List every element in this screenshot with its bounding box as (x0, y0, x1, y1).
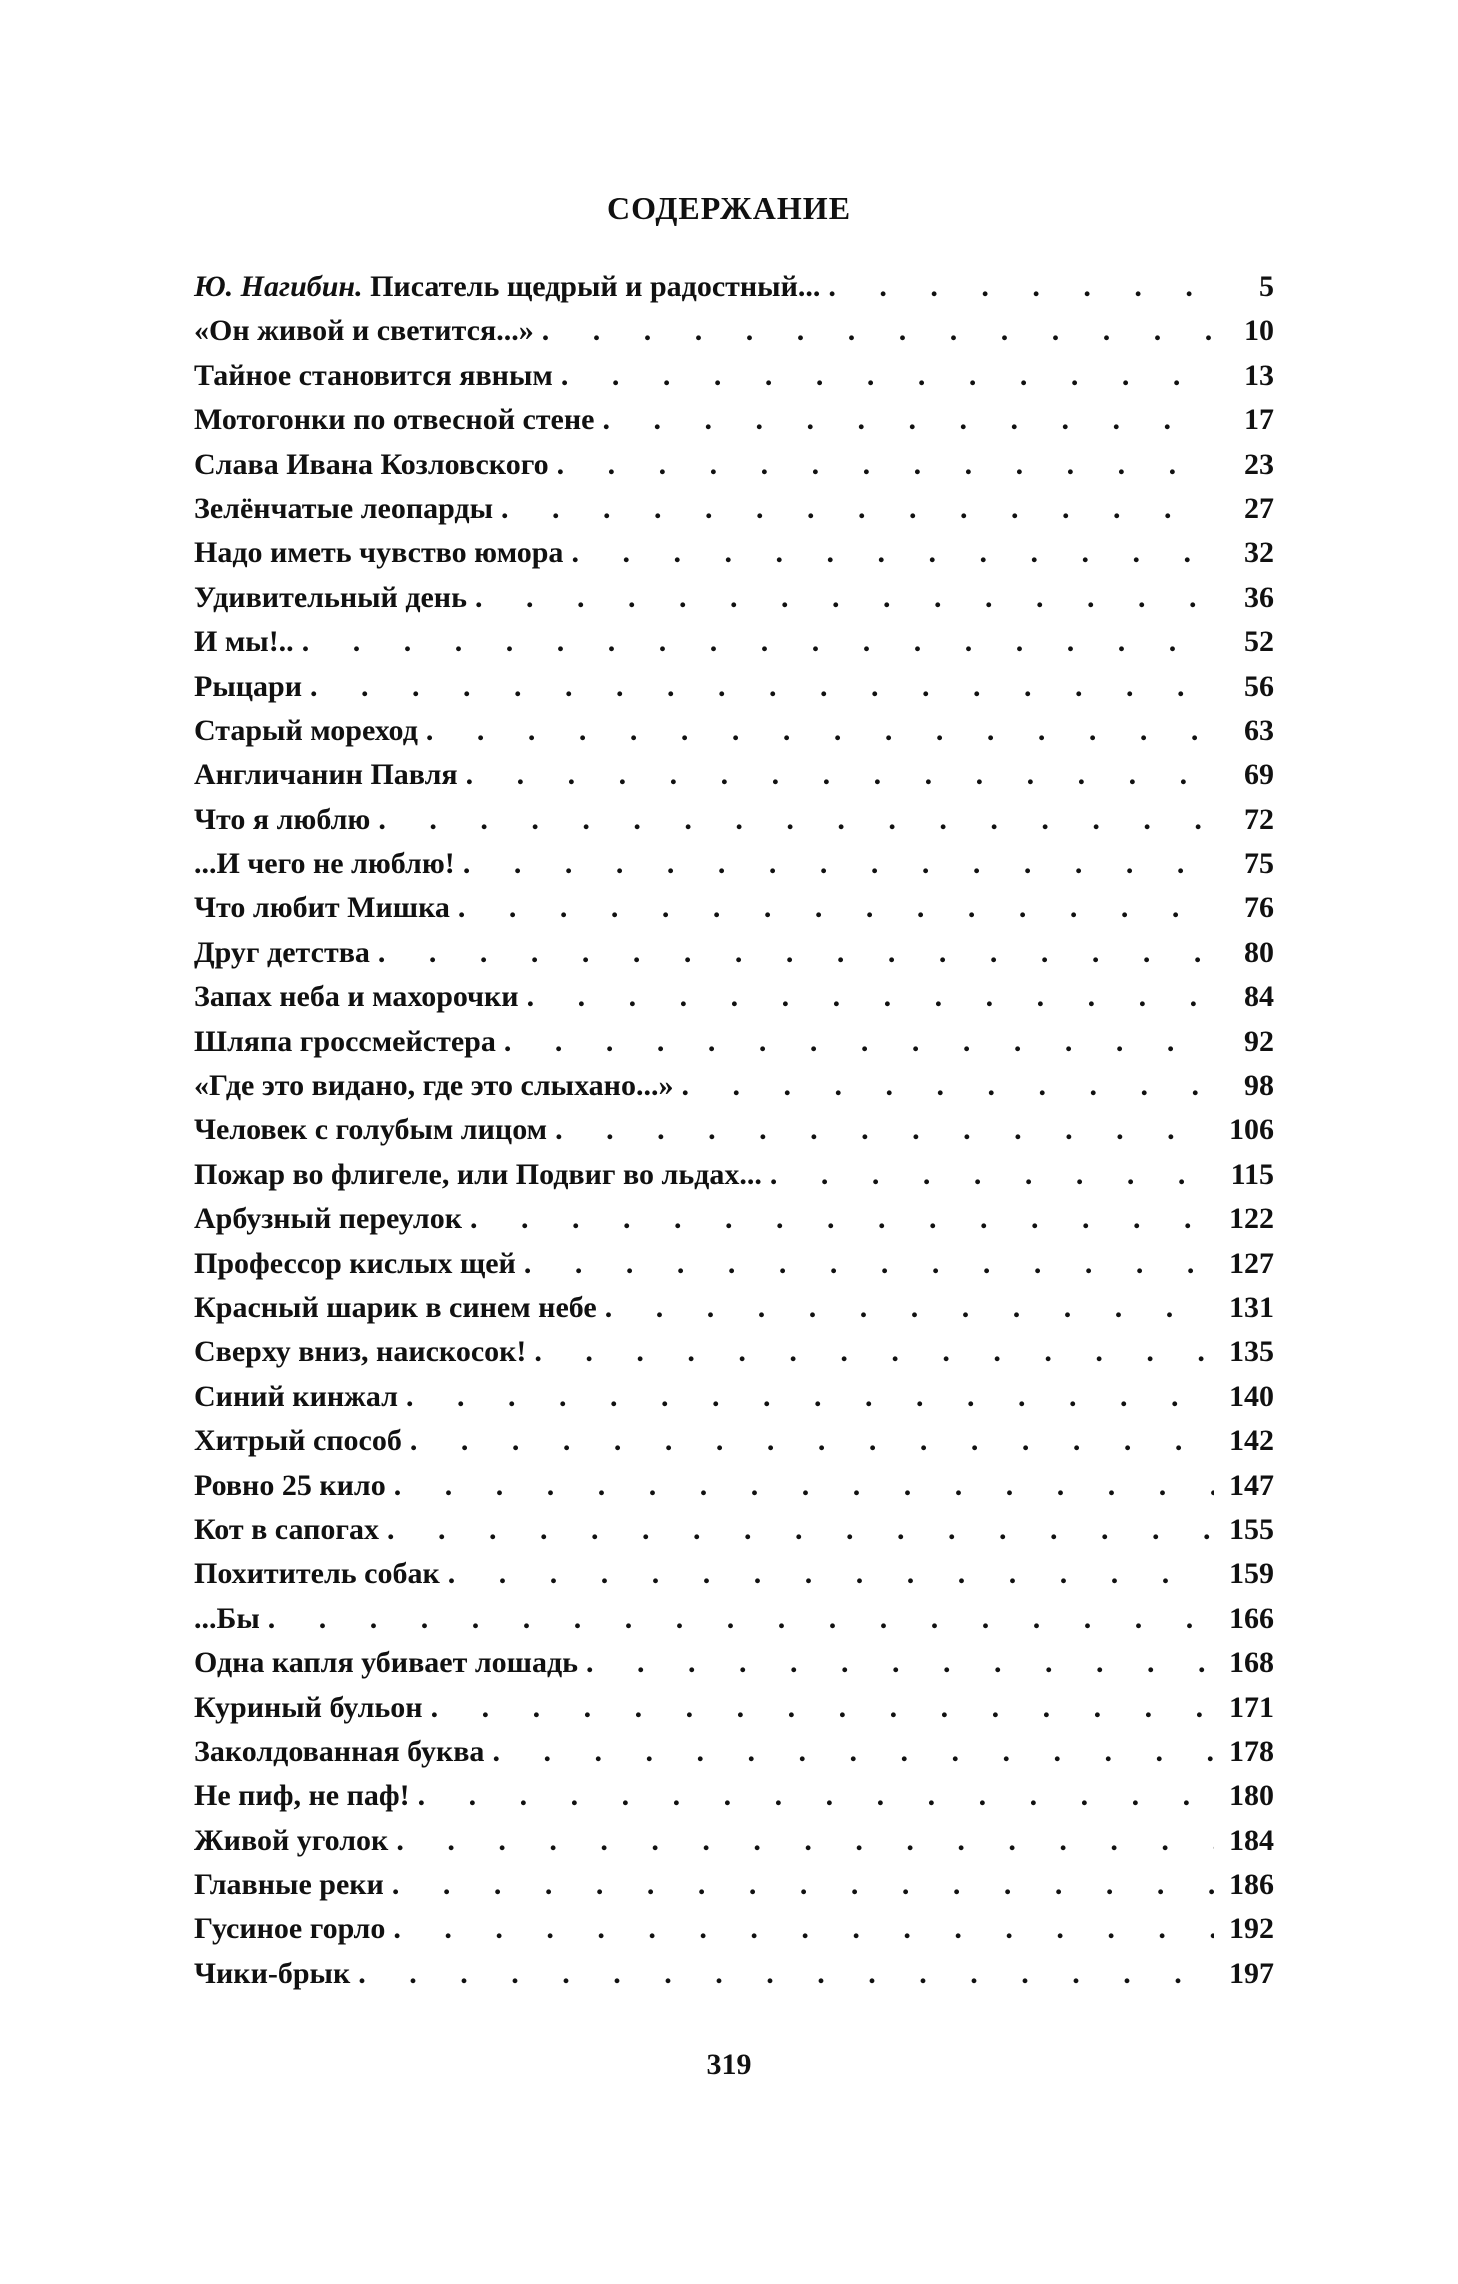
toc-entry-page: 171 (1229, 1690, 1274, 1724)
toc-entry-title-text: Гусиное горло (194, 1912, 386, 1946)
toc-entry-title (194, 758, 466, 792)
toc-entry-page: 122 (1229, 1202, 1274, 1236)
toc-entry-page: 63 (1244, 713, 1274, 747)
dot-leader (310, 670, 1214, 704)
toc-entry-title-text: И мы!.. (194, 625, 294, 659)
toc-entry (194, 847, 1274, 891)
dot-leader (463, 847, 1214, 881)
toc-entry-page: 166 (1229, 1601, 1274, 1635)
toc-entry (194, 1025, 1274, 1069)
toc-entry-page: 27 (1244, 491, 1274, 525)
toc-entry (194, 936, 1274, 980)
toc-entry-title-text: Куриный бульон (194, 1690, 423, 1724)
dot-leader (268, 1602, 1214, 1636)
toc-entry-page: 155 (1229, 1512, 1274, 1546)
toc-entry-page: 13 (1244, 358, 1274, 392)
toc-entry-title (194, 1646, 586, 1680)
toc-entry (194, 270, 1274, 314)
toc-entry-title (194, 1113, 555, 1147)
toc-entry-title (194, 403, 602, 437)
toc-entry-title-text: Зелёнчатые леопарды (194, 491, 494, 525)
toc-entry-page: 106 (1229, 1113, 1274, 1147)
toc-entry (194, 1646, 1274, 1690)
toc-entry-page: 178 (1229, 1734, 1274, 1768)
toc-entry-title (194, 1335, 534, 1369)
toc-entry (194, 536, 1274, 580)
toc-entry (194, 803, 1274, 847)
toc-entry-title (194, 1691, 431, 1725)
toc-entry-title-text: Арбузный переулок (194, 1202, 462, 1236)
toc-entry-title-text: Главные реки (194, 1868, 384, 1902)
dot-leader (448, 1557, 1214, 1591)
dot-leader (431, 1691, 1214, 1725)
toc-entry-title (194, 1557, 448, 1591)
toc-entry-title-text: Хитрый способ (194, 1424, 402, 1458)
toc-entry (194, 1113, 1274, 1157)
toc-entry-title-text: «Он живой и светится...» (194, 314, 534, 348)
toc-entry-title-text: ...И чего не люблю! (194, 847, 455, 881)
dot-leader (426, 714, 1214, 748)
dot-leader (396, 1824, 1214, 1858)
toc-entry-title (194, 1779, 418, 1813)
toc-entry-title-text: Друг детства (194, 935, 370, 969)
toc-entry (194, 714, 1274, 758)
dot-leader (527, 980, 1214, 1014)
toc-entry (194, 1824, 1274, 1868)
dot-leader (542, 314, 1214, 348)
toc-entry-title-text: Ровно 25 кило (194, 1468, 386, 1502)
dot-leader (406, 1380, 1214, 1414)
dot-leader (586, 1646, 1214, 1680)
toc-entry-title-text: Кот в сапогах (194, 1512, 379, 1546)
toc-entry-page: 131 (1229, 1290, 1274, 1324)
toc-entry (194, 1735, 1274, 1779)
toc-entry-page: 186 (1229, 1868, 1274, 1902)
toc-entry-title (194, 980, 527, 1014)
toc-entry-page: 52 (1244, 625, 1274, 659)
toc-entry (194, 1469, 1274, 1513)
toc-entry (194, 1069, 1274, 1113)
toc-entry-title (194, 1025, 504, 1059)
toc-entry-title-text: Удивительный день (194, 580, 467, 614)
dot-leader (470, 1202, 1214, 1236)
toc-entry-title-text: Живой уголок (194, 1823, 389, 1857)
toc-entry-title (194, 1912, 393, 1946)
toc-entry-title (194, 314, 542, 348)
dot-leader (492, 1735, 1214, 1769)
toc-entry (194, 1291, 1274, 1335)
toc-entry-page: 140 (1229, 1379, 1274, 1413)
toc-entry (194, 1380, 1274, 1424)
toc-entry (194, 1691, 1274, 1735)
toc-entry (194, 891, 1274, 935)
toc-entry-title (194, 581, 475, 615)
toc-entry-page: 135 (1229, 1335, 1274, 1369)
dot-leader (555, 1113, 1214, 1147)
toc-entry (194, 758, 1274, 802)
toc-entry-page: 142 (1229, 1424, 1274, 1458)
toc-entry (194, 980, 1274, 1024)
toc-entry-title (194, 448, 557, 482)
toc-entry (194, 1557, 1274, 1601)
toc-entry-title (194, 1291, 605, 1325)
toc-entry-title (194, 1513, 387, 1547)
toc-entry-title-text: Синий кинжал (194, 1379, 399, 1413)
toc-entry-page: 84 (1244, 980, 1274, 1014)
toc-entry-title (194, 1957, 358, 1991)
toc-entry-title (194, 359, 561, 393)
toc-entry-page: 56 (1244, 669, 1274, 703)
toc-entry (194, 1247, 1274, 1291)
page-title: СОДЕРЖАНИЕ (606, 190, 852, 226)
toc-entry-title (194, 714, 426, 748)
toc-entry (194, 359, 1274, 403)
toc-entry-author: Ю. Нагибин. (194, 270, 363, 303)
toc-entry-title (194, 492, 501, 526)
toc-entry-title (194, 1602, 268, 1636)
toc-entry-title (194, 1469, 394, 1503)
toc-entry-title-text: ...Бы (194, 1601, 260, 1635)
toc-entry-title-text: Сверху вниз, наискосок! (194, 1335, 527, 1369)
toc-entry-title-text: Похититель собак (194, 1557, 440, 1591)
toc-entry-title (194, 891, 458, 925)
toc-entry (194, 1335, 1274, 1379)
dot-leader (393, 1912, 1214, 1946)
toc-entry-page: 197 (1229, 1956, 1274, 1990)
toc-entry-page: 36 (1244, 580, 1274, 614)
dot-leader (504, 1025, 1214, 1059)
dot-leader (358, 1957, 1214, 1991)
dot-leader (458, 891, 1214, 925)
toc-entry-page: 92 (1244, 1024, 1274, 1058)
toc-entry (194, 1513, 1274, 1557)
toc-entry-title-text: Англичанин Павля (194, 758, 458, 792)
toc-entry-page: 115 (1230, 1157, 1274, 1191)
dot-leader (605, 1291, 1214, 1325)
toc-entry-title-text: Что я люблю (194, 802, 371, 836)
toc-entry-title (194, 625, 302, 659)
toc-entry-title-text: Старый мореход (194, 713, 418, 747)
toc-entry-title (194, 936, 378, 970)
toc-entry-title-text: Рыцари (194, 669, 303, 703)
dot-leader (828, 270, 1214, 304)
toc-entry (194, 1912, 1274, 1956)
dot-leader (534, 1335, 1214, 1369)
toc-entry-page: 69 (1244, 758, 1274, 792)
toc-entry-title (194, 536, 571, 570)
toc-entry-title-text: Мотогонки по отвесной стене (194, 403, 595, 437)
dot-leader (475, 581, 1214, 615)
toc-entry-page: 75 (1244, 847, 1274, 881)
toc-entry-title (194, 1735, 492, 1769)
toc-entry (194, 314, 1274, 358)
toc-entry (194, 1868, 1274, 1912)
toc-entry-page: 98 (1244, 1069, 1274, 1103)
toc-entry-page: 32 (1244, 536, 1274, 570)
toc-entry (194, 1158, 1274, 1202)
toc-entry-title (194, 670, 310, 704)
toc-entry-page: 72 (1244, 802, 1274, 836)
toc-entry-title-text: Профессор кислых щей (194, 1246, 516, 1280)
toc-entry-title (194, 1380, 406, 1414)
toc-entry-page: 159 (1229, 1557, 1274, 1591)
dot-leader (524, 1247, 1214, 1281)
toc-entry-title-text: Одна капля убивает лошадь (194, 1646, 579, 1680)
toc-entry (194, 1202, 1274, 1246)
toc-entry-title-text: Что любит Мишка (194, 891, 450, 925)
toc-entry-title-text: Тайное становится явным (194, 358, 553, 392)
dot-leader (681, 1069, 1214, 1103)
toc-entry-page: 80 (1244, 935, 1274, 969)
toc-entry-page: 180 (1229, 1779, 1274, 1813)
toc-entry-title-text: Писатель щедрый и радостный... (370, 270, 821, 303)
toc-entry-page: 5 (1259, 270, 1274, 303)
toc-entry (194, 1424, 1274, 1468)
page-number: 319 (706, 2048, 752, 2081)
toc-entry-title (194, 1824, 396, 1858)
toc-entry-title (194, 1247, 524, 1281)
toc-entry-title-text: «Где это видано, где это слыхано...» (194, 1069, 674, 1103)
toc-entry-page: 10 (1244, 314, 1274, 348)
toc-entry-page: 127 (1229, 1246, 1274, 1280)
toc-entry (194, 670, 1274, 714)
toc-entry-title-text: Шляпа гроссмейстера (194, 1024, 496, 1058)
dot-leader (394, 1469, 1214, 1503)
toc-entry-title (194, 1424, 410, 1458)
dot-leader (602, 403, 1214, 437)
dot-leader (392, 1868, 1214, 1902)
toc-entry-title-text: Слава Ивана Козловского (194, 447, 549, 481)
toc-entry-title (194, 1868, 392, 1902)
toc-entry-page: 168 (1229, 1646, 1274, 1680)
dot-leader (561, 359, 1214, 393)
toc-entry (194, 448, 1274, 492)
toc-entry-page: 76 (1244, 891, 1274, 925)
toc-entry (194, 492, 1274, 536)
toc-entry-title (194, 847, 463, 881)
toc-entry-page: 17 (1244, 403, 1274, 437)
toc-entry (194, 625, 1274, 669)
dot-leader (378, 936, 1214, 970)
toc-entry-title-text: Не пиф, не паф! (194, 1779, 410, 1813)
toc-entry (194, 1779, 1274, 1823)
toc-entry-title-text: Красный шарик в синем небе (194, 1290, 597, 1324)
toc-entry (194, 1957, 1274, 2001)
toc-entry (194, 1602, 1274, 1646)
toc-entry-title-text: Надо иметь чувство юмора (194, 536, 564, 570)
toc-entry-page: 23 (1244, 447, 1274, 481)
toc-entry-title-text: Пожар во флигеле, или Подвиг во льдах... (194, 1157, 762, 1191)
toc-entry-page: 184 (1229, 1823, 1274, 1857)
toc-entry-page: 192 (1229, 1912, 1274, 1946)
dot-leader (378, 803, 1214, 837)
dot-leader (387, 1513, 1214, 1547)
dot-leader (557, 448, 1214, 482)
toc-entry-title (194, 803, 378, 837)
dot-leader (501, 492, 1214, 526)
dot-leader (466, 758, 1214, 792)
table-of-contents (194, 270, 1274, 2001)
dot-leader (302, 625, 1214, 659)
dot-leader (571, 536, 1214, 570)
dot-leader (410, 1424, 1214, 1458)
toc-entry-title-text: Человек с голубым лицом (194, 1113, 548, 1147)
toc-entry-title (194, 1069, 681, 1103)
toc-entry-title-text: Заколдованная буква (194, 1734, 485, 1768)
toc-entry-title-text: Чики-брык (194, 1956, 351, 1990)
toc-entry-page: 147 (1229, 1468, 1274, 1502)
toc-entry-title (194, 270, 828, 304)
toc-entry (194, 581, 1274, 625)
dot-leader (418, 1779, 1214, 1813)
dot-leader (770, 1158, 1214, 1192)
toc-entry (194, 403, 1274, 447)
toc-entry-title-text: Запах неба и махорочки (194, 980, 519, 1014)
toc-entry-title (194, 1202, 470, 1236)
toc-entry-title (194, 1158, 770, 1192)
